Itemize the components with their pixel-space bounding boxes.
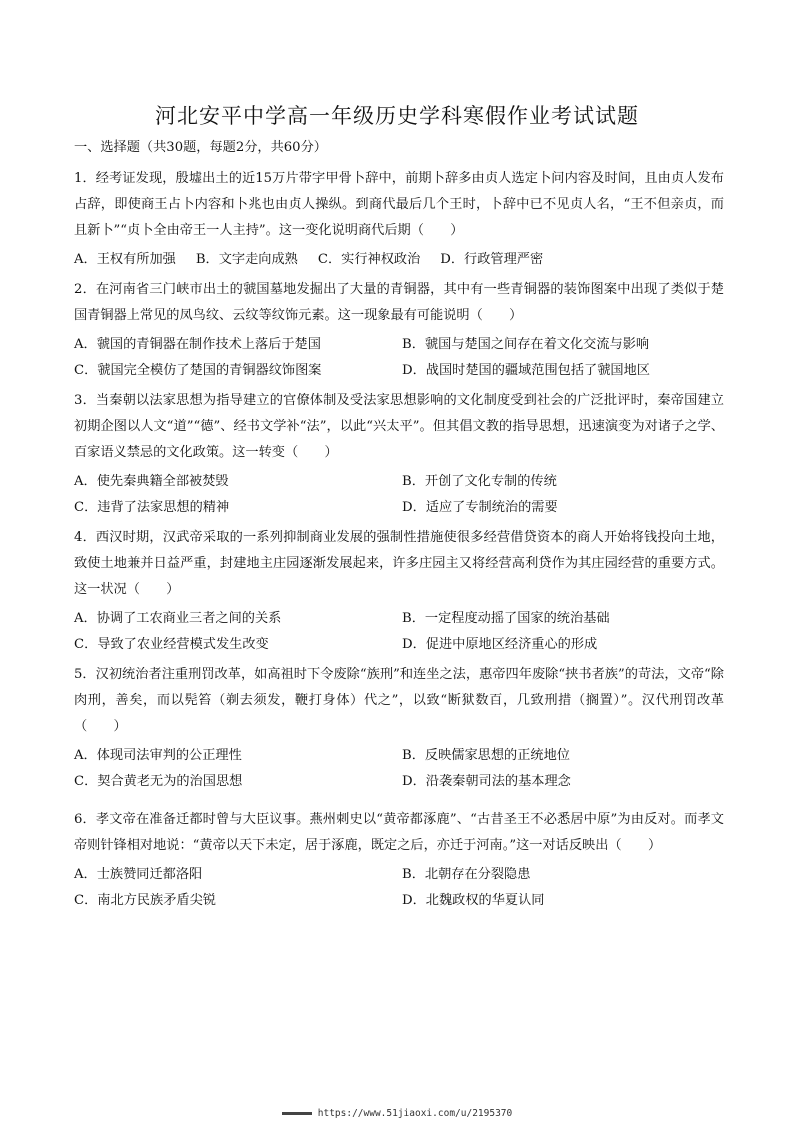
options: [74, 247, 724, 273]
question-stem: 2．在河南省三门峡市出土的虢国墓地发掘出了大量的青铜器，其中有一些青铜器的装饰图案中出现了类似于楚国青铜器上常见的凤鸟纹、云纹等纹饰元素。这一现象最有可能说明（ ）: [74, 282, 724, 323]
question-stem: 5．汉初统治者注重刑罚改革，如高祖时下令废除“族刑”和连坐之法，惠帝四年废除“挟书者族”的苛法，文帝“除肉刑，善矣，而以髡笞（剃去须发，鞭打身体）代之”，以致“断狱数百，几致刑措（搁置）”。汉代刑罚改革（ ）: [74, 667, 724, 734]
options: [74, 469, 724, 521]
option-c: C．实行神权政治: [317, 252, 421, 267]
watermark-footer: [0, 1108, 794, 1119]
question-3: [74, 388, 724, 521]
options: [74, 743, 724, 795]
option-c: C．南北方民族矛盾尖锐: [74, 893, 216, 908]
exam-content: [74, 135, 724, 918]
option-b: B．虢国与楚国之间存在着文化交流与影响: [402, 337, 650, 352]
option-b: B．一定程度动摇了国家的统治基础: [402, 611, 610, 626]
option-a: A．协调了工农商业三者之间的关系: [74, 611, 282, 626]
option-c: C．导致了农业经营模式发生改变: [74, 637, 269, 652]
option-d: D．适应了专制统治的需要: [402, 500, 558, 515]
option-c: C．契合黄老无为的治国思想: [74, 774, 243, 789]
question-stem: 6．孝文帝在准备迁都时曾与大臣议事。燕州刺史以“黄帝都涿鹿”、“古昔圣王不必悉居中原”为由反对。而孝文帝则针锋相对地说：“黄帝以天下未定，居于涿鹿，既定之后，亦迁于河南。”这一对话反映出（ ）: [74, 812, 724, 853]
option-b: B．开创了文化专制的传统: [402, 474, 557, 489]
question-5: [74, 662, 724, 795]
question-2: [74, 277, 724, 384]
option-a: A．虢国的青铜器在制作技术上落后于楚国: [74, 337, 321, 352]
option-a: A．王权有所加强: [74, 252, 176, 267]
option-b: B．反映儒家思想的正统地位: [402, 748, 570, 763]
question-stem: 3．当秦朝以法家思想为指导建立的官僚体制及受法家思想影响的文化制度受到社会的广泛批评时，秦帝国建立初期企图以人文“道”“德”、经书文学补“法”，以此“兴太平”。但其倡文教的指导思想，迅速演变为对诸子之学、百家语义禁忌的文化政策。这一转变（ ）: [74, 393, 724, 460]
watermark-logo-icon: [282, 1112, 312, 1115]
options: [74, 606, 724, 658]
options: [74, 332, 724, 384]
option-d: D．北魏政权的华夏认同: [402, 893, 545, 908]
question-1: [74, 166, 724, 273]
section-heading: 一、选择题（共30题，每题2分，共60分）: [74, 140, 327, 155]
option-b: B．文字走向成熟: [195, 252, 298, 267]
option-c: C．违背了法家思想的精神: [74, 500, 230, 515]
question-stem: 4．西汉时期，汉武帝采取的一系列抑制商业发展的强制性措施使很多经营借贷资本的商人开始将钱投向土地，致使土地兼并日益严重，封建地主庄园逐渐发展起来，许多庄园主又将经营高利贷作为其庄园经营的重要方式。这一状况（ ）: [74, 530, 724, 597]
option-d: D．促进中原地区经济重心的形成: [402, 637, 598, 652]
option-d: D．战国时楚国的疆域范围包括了虢国地区: [402, 363, 650, 378]
option-d: D．行政管理严密: [440, 252, 544, 267]
footer-url[interactable]: https://www.51jiaoxi.com/u/2195370: [317, 1108, 513, 1119]
question-stem: 1．经考证发现，殷墟出土的近15万片带字甲骨卜辞中，前期卜辞多由贞人选定卜问内容及时间，且由贞人发布占辞，即使商王占卜内容和卜兆也由贞人操纵。到商代最后几个王时，卜辞中已不见贞人名，“王不但亲贞，而且新卜”“贞卜全由帝王一人主持”。这一变化说明商代后期（ ）: [74, 171, 724, 238]
option-c: C．虢国完全模仿了楚国的青铜器纹饰图案: [74, 363, 322, 378]
question-4: [74, 525, 724, 658]
options: [74, 862, 724, 914]
question-6: [74, 807, 724, 914]
option-a: A．使先秦典籍全部被焚毁: [74, 474, 229, 489]
option-b: B．北朝存在分裂隐患: [402, 867, 531, 882]
option-a: A．士族赞同迁都洛阳: [74, 867, 203, 882]
option-d: D．沿袭秦朝司法的基本理念: [402, 774, 571, 789]
page-title: 河北安平中学高一年级历史学科寒假作业考试试题: [155, 104, 639, 128]
option-a: A．体现司法审判的公正理性: [74, 748, 242, 763]
